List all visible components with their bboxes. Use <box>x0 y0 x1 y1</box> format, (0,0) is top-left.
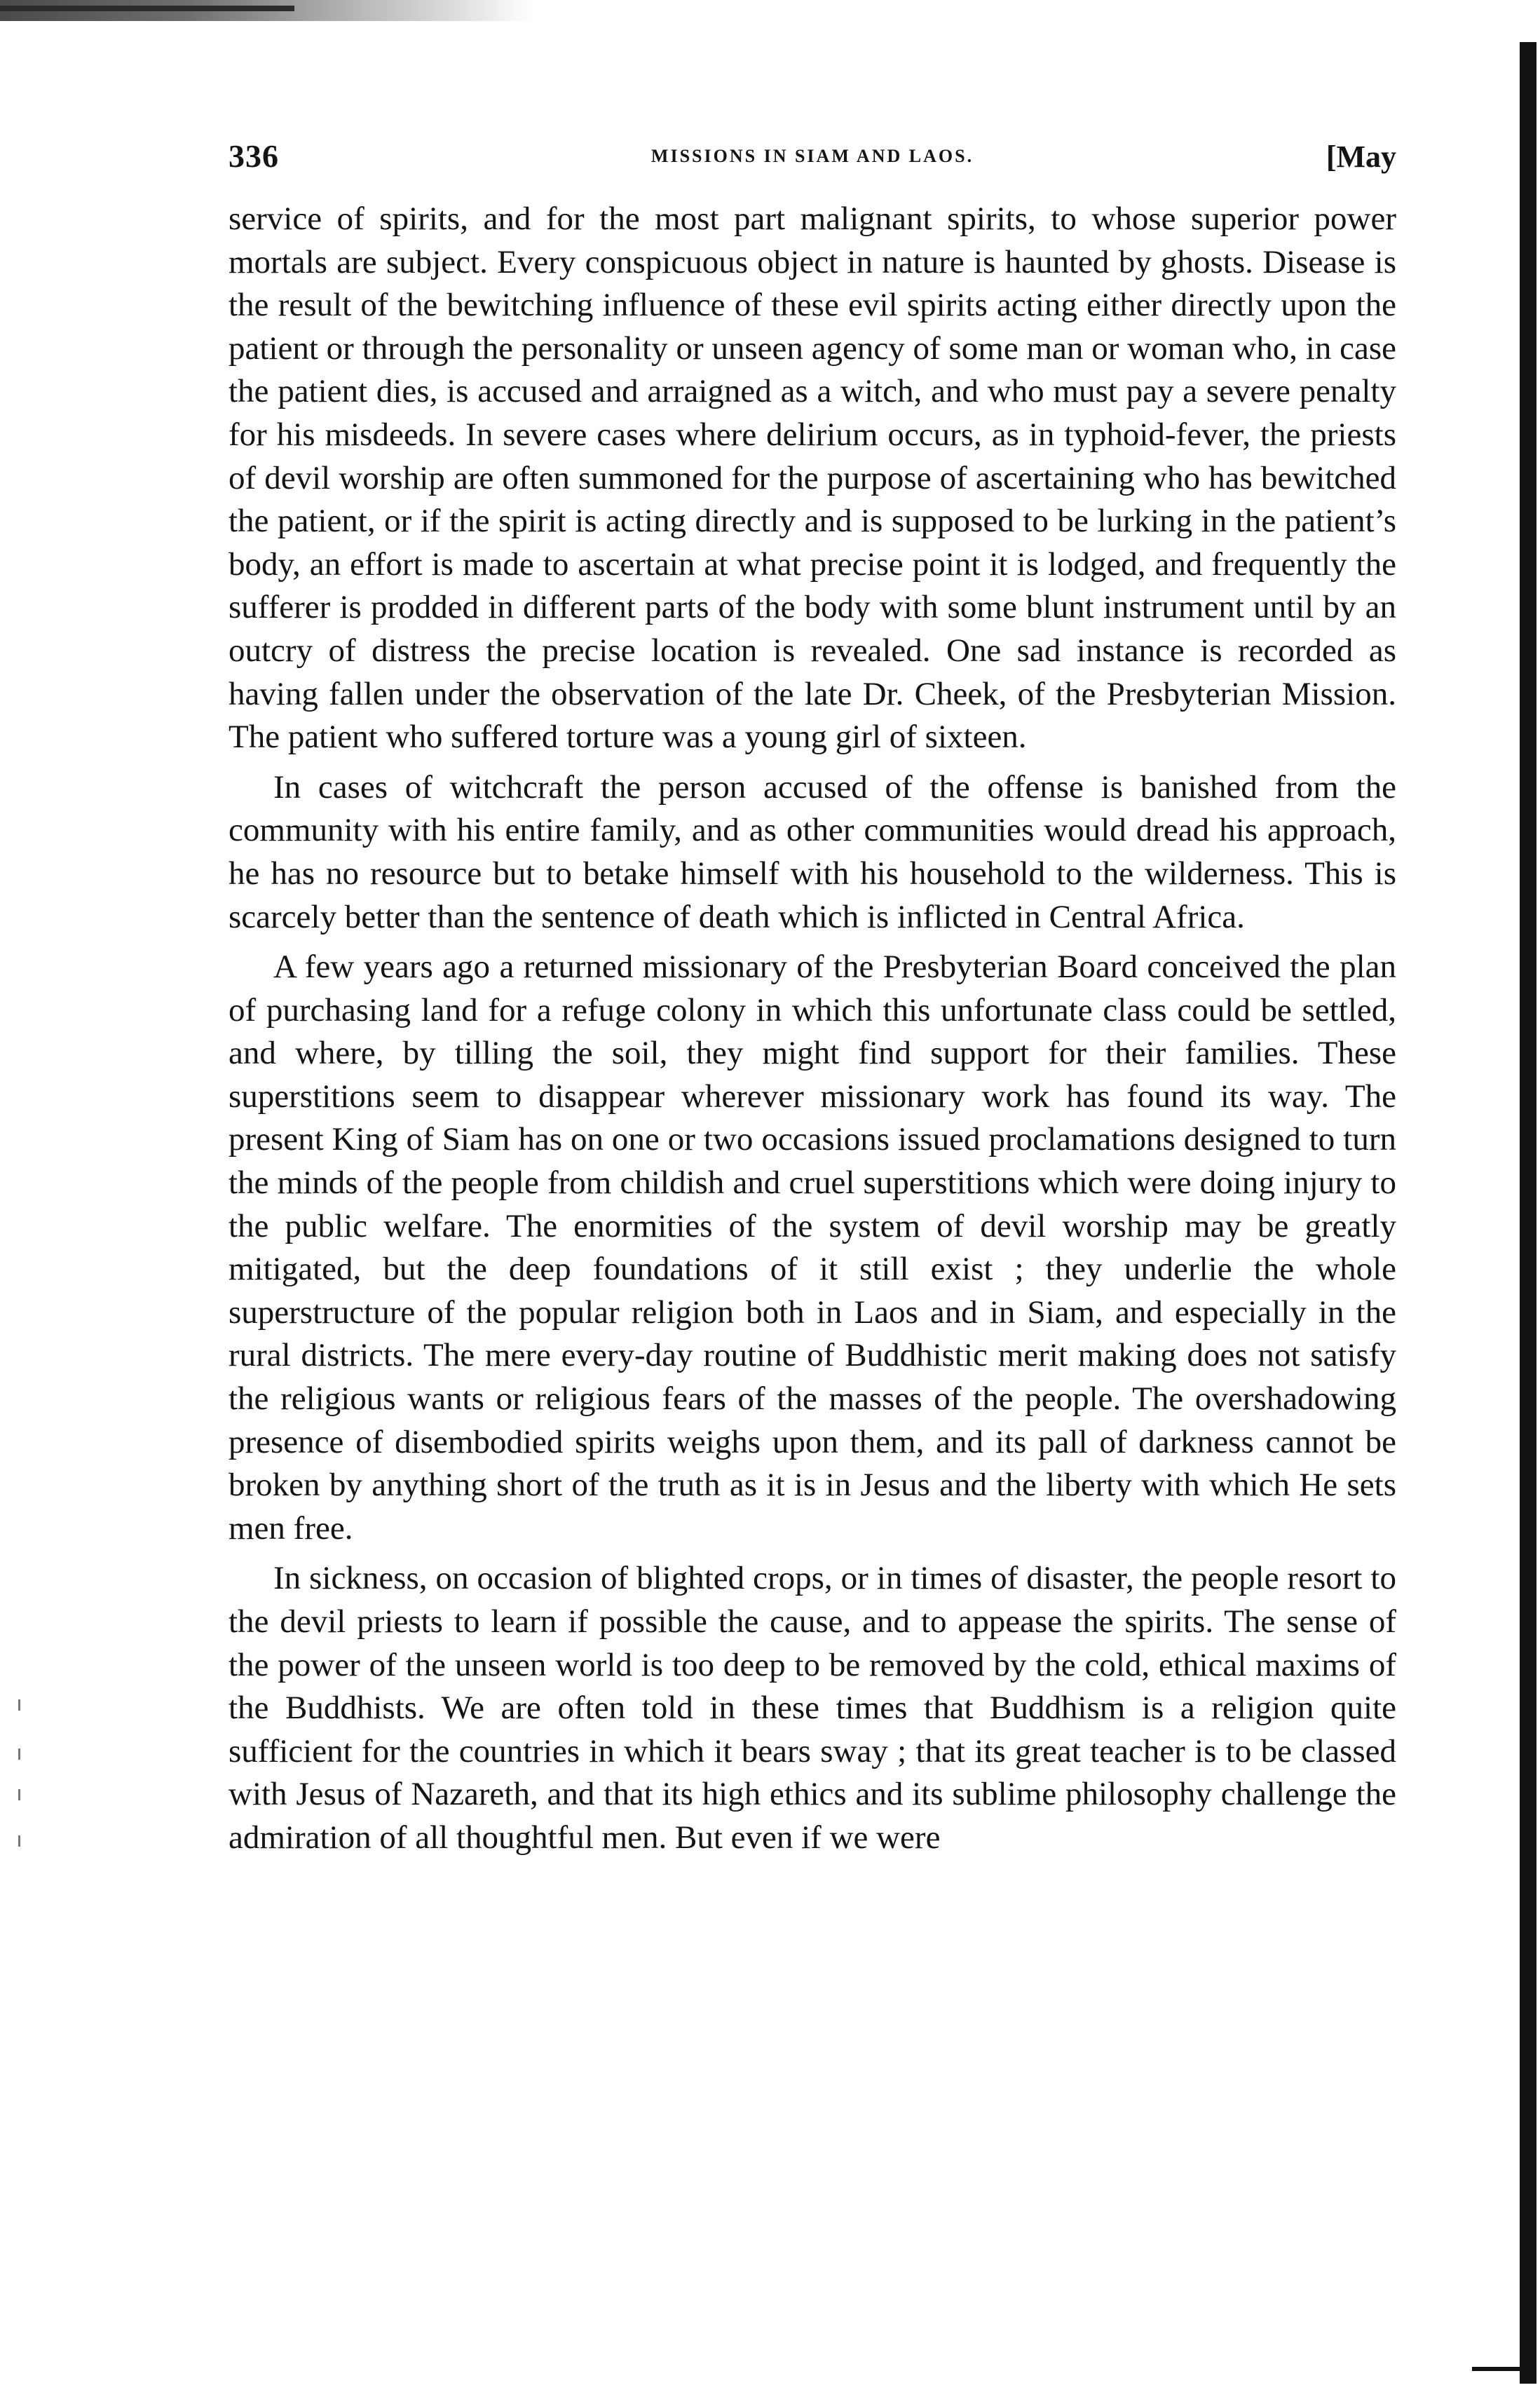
paragraph-sickness: In sickness, on occasion of blighted crops, or in times of disaster, the people resort to the devil priests to learn if possible the cause, and to appease the spirits. The sense of the power of the unseen world is too deep to be removed by the cold, ethical maxims of the Buddhists. We are often told in these times that Buddhism is a religion quite sufficient for the countries in which it bears sway ; that its great teacher is to be classed with Jesus of Nazareth, and that its high ethics and its sublime philosophy challenge the admiration of all thoughtful men. But even if we were <box>229 1560 1396 1856</box>
margin-speck <box>18 1835 20 1847</box>
margin-speck <box>18 1699 20 1711</box>
paragraph-refuge-colony: A few years ago a returned missionary of the Presbyterian Board conceived the plan of purchasing land for a refuge colony in which this unfortunate class could be settled, and where, by tilling the soil, they might find support for their families. These superstitions seem to disappear wherever missionary work has found its way. The present King of Siam has on one or two occasions issued proclamations designed to turn the minds of the people from childish and cruel superstitions which were doing injury to the public welfare. The enormities of the system of devil worship may be greatly mitigated, but the deep foundations of it still exist ; they underlie the whole superstructure of the popular religion both in Laos and in Siam, and especially in the rural districts. The mere every-day routine of Buddhistic merit making does not satisfy the religious wants or religious fears of the masses of the people. The overshadowing presence of disembodied spirits weighs upon them, and its pall of darkness cannot be broken by anything short of the truth as it is in Jesus and the liberty with which He sets men free. <box>229 949 1396 1547</box>
margin-speck <box>18 1789 20 1800</box>
paragraph-witchcraft: In cases of witchcraft the person accused of the offense is banished from the community with his entire family, and as other communities would dread his approach, he has no resource but to betake himself with his household to the wilderness. This is scarcely better than the sentence of death which is inflicted in Central Africa. <box>229 768 1396 935</box>
page-number: 336 <box>229 138 279 174</box>
body-text <box>229 198 1396 1860</box>
running-month: [May <box>1326 140 1396 174</box>
running-head <box>229 129 1396 178</box>
book-page <box>229 129 1396 1867</box>
scan-artifact-top <box>0 0 533 21</box>
page-binding-edge <box>1520 42 1536 2384</box>
paragraph-continued: service of spirits, and for the most part malignant spirits, to whose superior power mortals are subject. Every conspicuous object in nature is haunted by ghosts. Disease is the result of the bewitching influence of these evil spirits acting either directly upon the patient or through the personality or unseen agency of some man or woman who, in case the patient dies, is accused and arraigned as a witch, and who must pay a severe penalty for his misdeeds. In severe cases where delirium occurs, as in typhoid-fever, the priests of devil worship are often summoned for the purpose of ascertaining who has bewitched the patient, or if the spirit is acting directly and is supposed to be lurking in the patient’s body, an effort is made to ascertain at what precise point it is lodged, and frequently the sufferer is prodded in different parts of the body with some blunt instrument until by an outcry of distress the precise location is revealed. One sad instance is recorded as having fallen under the observation of the late Dr. Cheek, of the Presbyterian Mission. The patient who suffered torture was a young girl of sixteen. <box>229 201 1396 756</box>
running-title: MISSIONS IN SIAM AND LAOS. <box>650 146 974 166</box>
page-binding-foot <box>1472 2367 1536 2371</box>
margin-speck <box>18 1748 20 1760</box>
